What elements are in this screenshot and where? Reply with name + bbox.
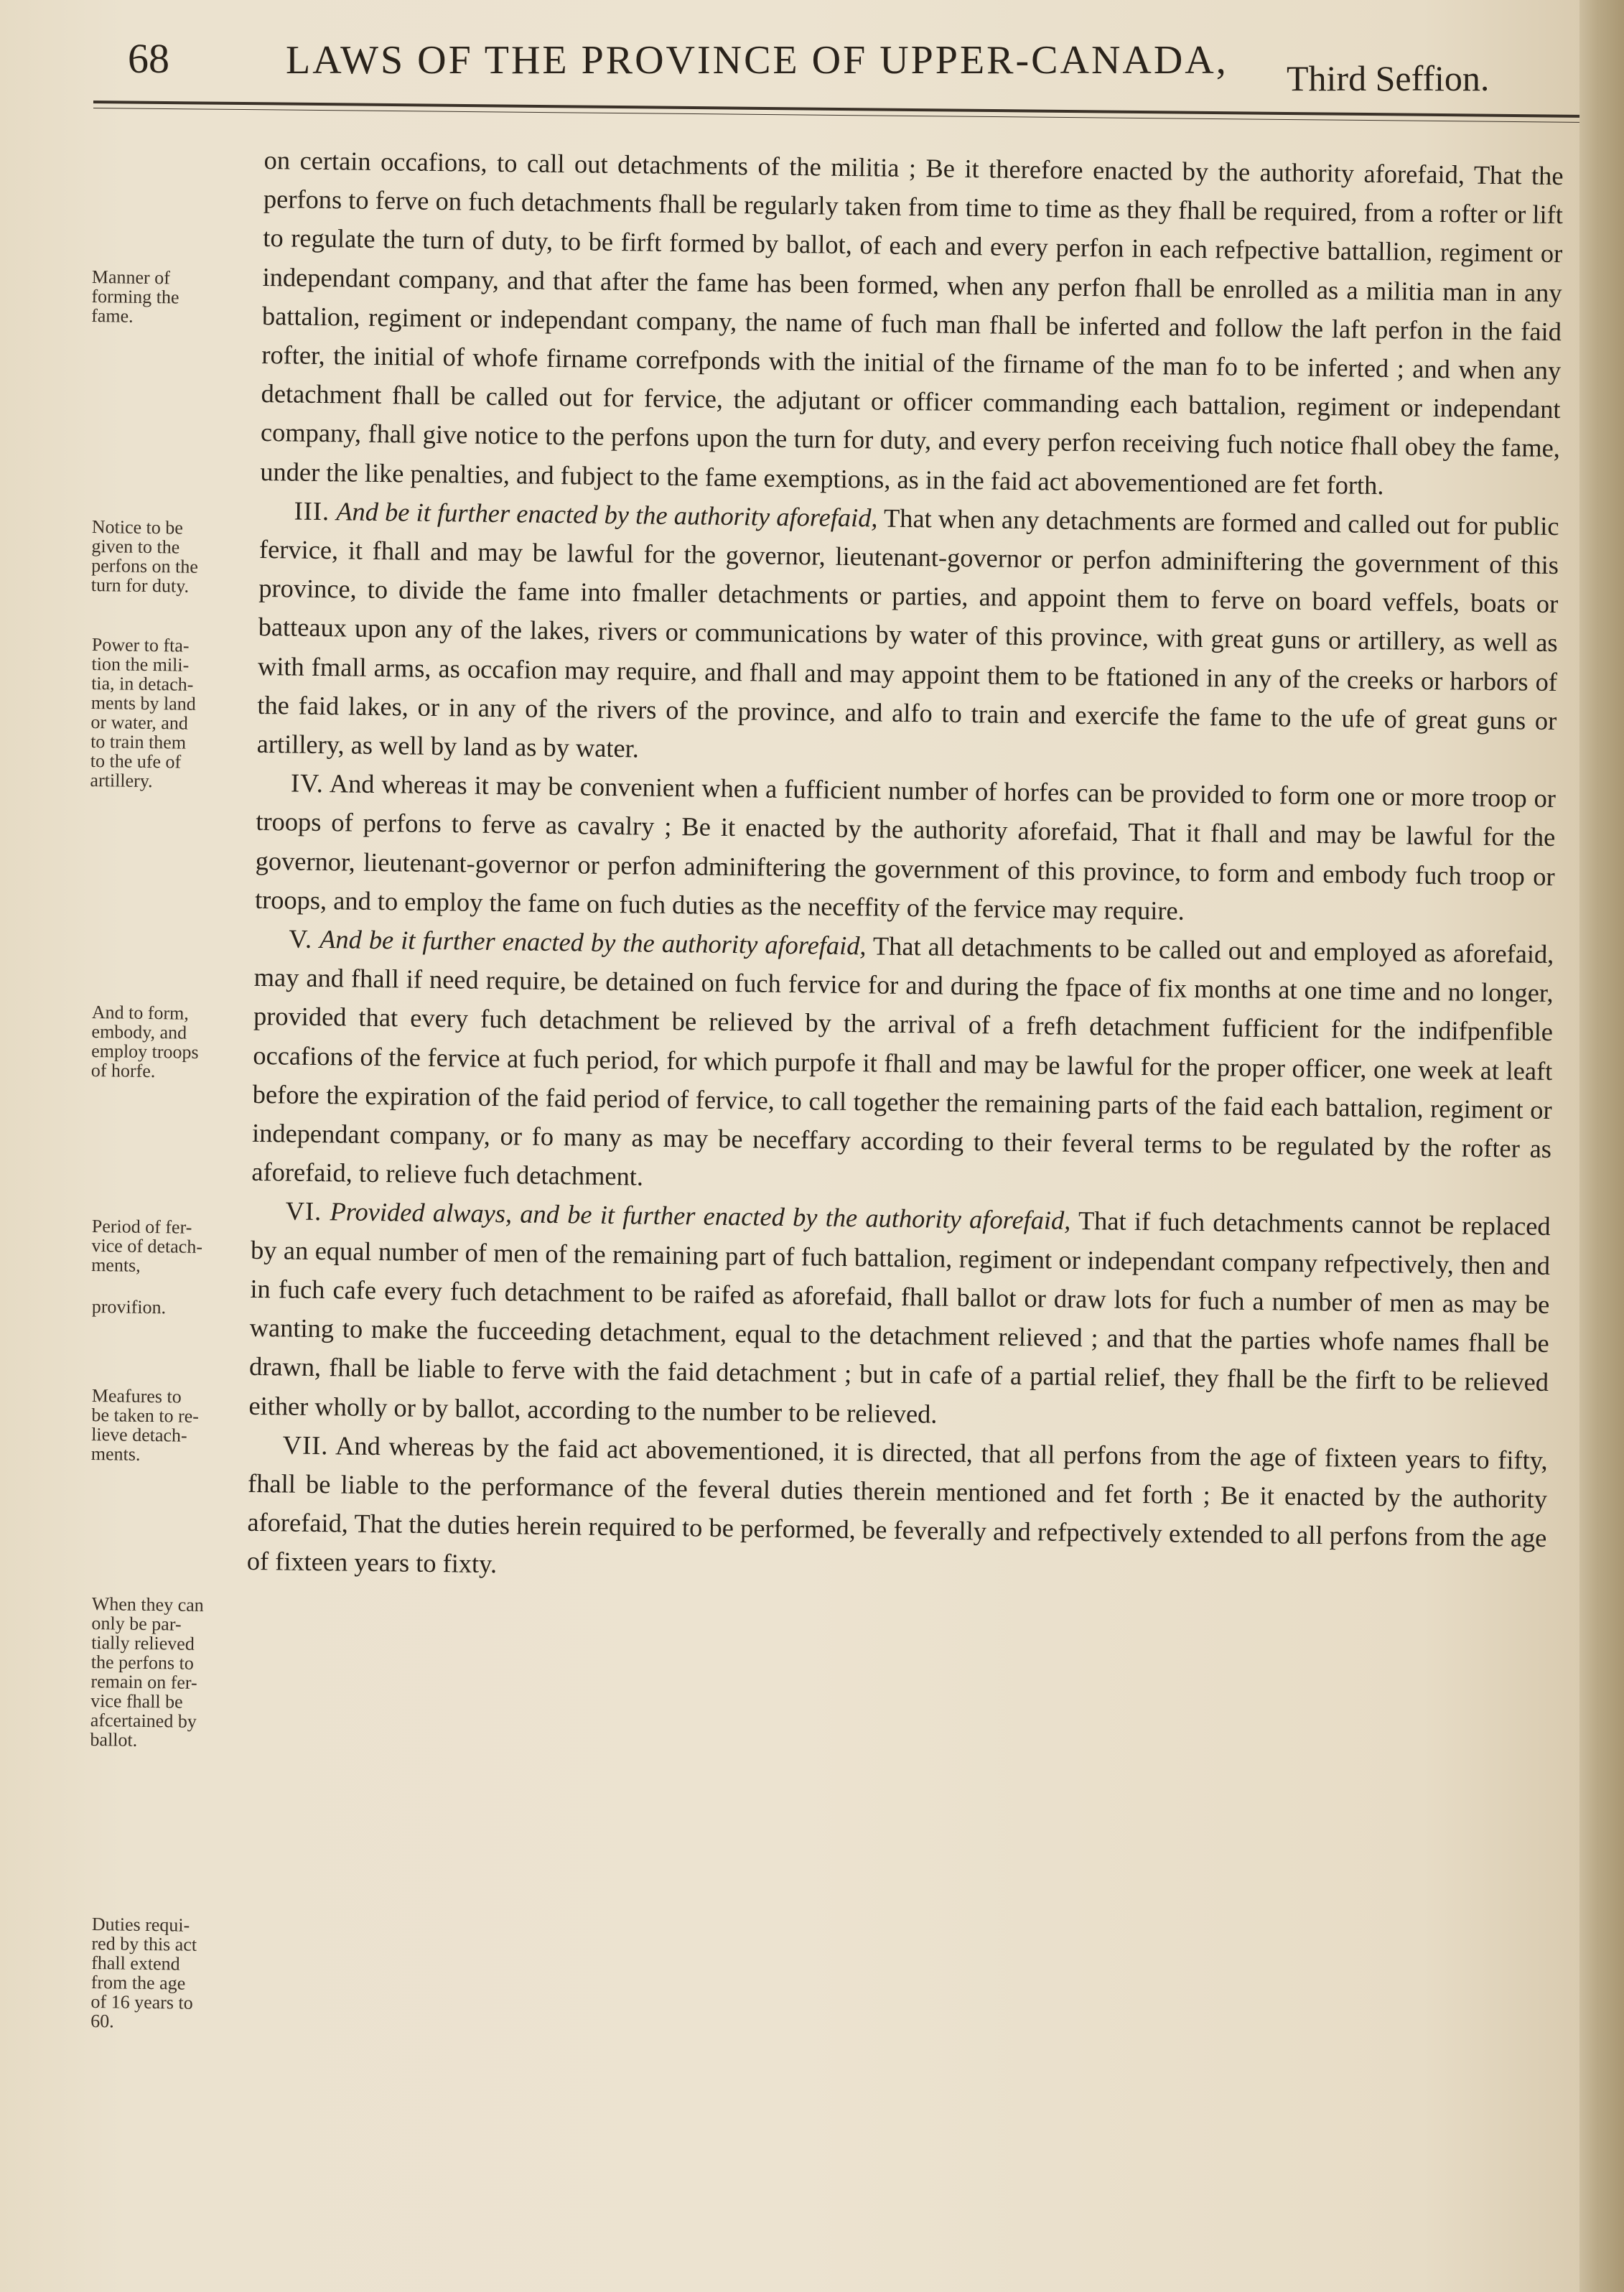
margin-note	[90, 1594, 271, 1751]
section-number: VII.	[282, 1430, 329, 1460]
margin-note-line: remain on fer-	[90, 1670, 197, 1693]
margin-note	[91, 267, 271, 327]
margin-note-line: ments.	[90, 1443, 141, 1465]
paragraph-text: And whereas it may be convenient when a fufficient number of horfes can be provided to form one or more troop or troops of perfons to ferve as cavalry ; Be it enacted by the authority aforefaid, That it fhall and may be lawful for the governor, lieutenant-governor or perfon adminiftering the government of this province, to form and embody fuch troop or troops, and to employ the fame on fuch duties as the neceffity of the fervice may require.	[254, 769, 1557, 926]
margin-note-line: vice fhall be	[90, 1690, 183, 1713]
margin-note-line: embody, and	[91, 1020, 187, 1043]
margin-note	[92, 1297, 271, 1318]
margin-note	[90, 635, 271, 792]
section-number: IV.	[290, 768, 325, 798]
margin-note-line: fhall extend	[90, 1952, 180, 1975]
paragraph	[256, 491, 1559, 780]
enacting-clause: And be it further enacted by the authority aforefaid,	[319, 925, 867, 961]
margin-note-line: Meafures to	[91, 1385, 182, 1407]
margin-note-line: perfons on the	[90, 554, 199, 577]
page-title: LAWS OF THE PROVINCE OF UPPER-CANADA,	[286, 38, 1228, 83]
margin-note-line: given to the	[91, 535, 180, 558]
margin-note	[91, 1002, 271, 1082]
margin-note-line: artillery.	[90, 769, 153, 792]
margin-note-line: vice of detach-	[91, 1234, 203, 1257]
margin-note-line: or water, and	[90, 711, 189, 734]
margin-note	[91, 1216, 271, 1277]
margin-note-line: provifion.	[91, 1296, 167, 1318]
paragraph-text: That all detachments to be called out and employed as aforefaid, may and fhall if need require, be detained on fuch fervice for and during the fpace of fix months at one time and no longer, provided that every fuch detachment be relieved by the arrival of a frefh detachment fufficient for the indifpenfible occafions of the fervice at fuch period, for which purpofe it fhall and may be lawful for the proper officer, one week at leaft before the expiration of the faid period of fervice, to call together the remaining parts of the faid each battalion, regiment or independant company, or fo many as may be neceffary according to their feveral terms to be regulated by the rofter as aforefaid, to relieve fuch detachment.	[251, 931, 1554, 1191]
paragraph-text: That if fuch detachments cannot be replaced by an equal number of men of the remaining part of fuch battalion, regiment or independant company refpectively, then and in fuch cafe every fuch detachment to be raifed as aforefaid, fhall ballot or draw lots for fuch a number of men as may be wanting to make the fucceeding detachment, equal to the detachment relieved ; and that the parties whofe names fhall be drawn, fhall be liable to ferve with the faid detachment ; but in cafe of a partial relief, they fhall be the firft to be relieved either wholly or by ballot, according to the number to be relieved.	[248, 1206, 1551, 1429]
margin-note-line: And to form,	[91, 1002, 190, 1024]
paragraph-text: That when any detachments are formed and called out for public fervice, it fhall and may be lawful for the governor, lieutenant-governor or perfon adminiftering the government of this province, to divide the fame into fmaller detachments or parties, and appoint them to ferve on board veffels, boats or batteaux upon any of the lakes, rivers or communications by water of this province, with great guns or artillery, as well as with fmall arms, as occafion may require, and fhall and may appoint them to be ftationed in any of the creeks or harbors of the faid lakes, or in any of the rivers of the province, and alfo to train and exercife the fame to the ufe of great guns or artillery, as well by land as by water.	[256, 503, 1559, 763]
margin-note-line: of 16 years to	[90, 1990, 193, 2013]
margin-note-line: Duties requi-	[91, 1914, 190, 1936]
running-head	[85, 27, 1521, 98]
margin-note-line: red by this act	[91, 1932, 197, 1955]
paragraph-text: And whereas by the faid act abovementioned, it is directed, that all perfons from the age of fixteen years to fifty, fhall be liable to the performance of the feveral duties therein mentioned and fet forth ; Be it enacted by the authority aforefaid, That the duties herein required to be performed, be feverally and refpectively extended to all perfons from the age of fixteen years to fixty.	[246, 1431, 1548, 1579]
margin-note-line: When they can	[91, 1593, 204, 1616]
section-number: VI.	[285, 1196, 322, 1226]
margin-note-line: to train them	[90, 730, 187, 753]
margin-note-line: Notice to be	[91, 516, 184, 539]
margin-note-line: Power to fta-	[91, 634, 190, 656]
margin-note-line: 60.	[90, 2010, 114, 2032]
paragraph	[248, 1191, 1551, 1440]
margin-note-line: to the ufe of	[90, 750, 182, 773]
margin-note-line: ballot.	[90, 1728, 138, 1751]
margin-note-line: tia, in detach-	[90, 672, 194, 695]
margin-note-line: turn for duty.	[90, 574, 190, 597]
margin-note-line: of horfe.	[90, 1059, 156, 1082]
margin-note	[91, 517, 271, 597]
paragraph	[251, 919, 1554, 1208]
margin-note-line: be taken to re-	[91, 1404, 200, 1427]
paragraph	[255, 763, 1557, 935]
paragraph	[260, 141, 1564, 507]
margin-note-line: tion the mili-	[91, 653, 190, 676]
margin-note-line: Manner of	[91, 266, 171, 289]
margin-note-line: Period of fer-	[91, 1216, 192, 1238]
body-text	[246, 141, 1563, 1596]
page-number: 68	[128, 35, 169, 82]
margin-note-line: afcertained by	[90, 1709, 197, 1732]
margin-note-line: the perfons to	[90, 1651, 194, 1674]
margin-note-line: fame.	[90, 304, 134, 327]
book-gutter	[1579, 0, 1624, 2292]
section-number: III.	[294, 496, 330, 526]
margin-note-line: only be par-	[91, 1612, 182, 1635]
margin-note-line: ments by land	[90, 691, 196, 714]
session-label: Third Seffion.	[1287, 58, 1490, 98]
section-number: V.	[289, 924, 313, 954]
margin-note-line: tially relieved	[90, 1631, 195, 1654]
margin-note-line: ments,	[90, 1254, 141, 1276]
enacting-clause: And be it further enacted by the authority aforefaid,	[336, 497, 878, 533]
margin-note-line: from the age	[90, 1971, 186, 1994]
margin-note	[91, 1386, 271, 1466]
enacting-clause: Provided always, and be it further enacted by the authority aforefaid,	[330, 1197, 1071, 1236]
paragraph-text: on certain occafions, to call out detachments of the militia ; Be it therefore enacted by the authority aforefaid, That the perfons to ferve on fuch detachments fhall be regularly taken from time to time as they fhall be required, from a rofter or lift to regulate the turn of duty, to be firft formed by ballot, of each and every perfon in each refpective battallion, regiment or independant company, and that after the fame has been formed, when any perfon fhall be enrolled as a militia man in any battalion, regiment or independant company, the name of fuch man fhall be inferted and follow the laft perfon in the faid rofter, the initial of whofe firname correfponds with the initial of the firname of the man fo to be inferted ; and when any detachment fhall be called out for fervice, the adjutant or officer commanding each battalion, regiment or independant company, fhall give notice to the perfons upon the turn for duty, and every perfon receiving fuch notice fhall obey the fame, under the like penalties, and fubject to the fame exemptions, as in the faid act abovementioned are fet forth.	[260, 145, 1564, 500]
margin-note-line: forming the	[91, 285, 179, 308]
paragraph	[246, 1425, 1548, 1597]
margin-note-line: lieve detach-	[90, 1423, 187, 1446]
margin-note	[90, 1914, 271, 2033]
margin-note-line: employ troops	[90, 1040, 199, 1063]
